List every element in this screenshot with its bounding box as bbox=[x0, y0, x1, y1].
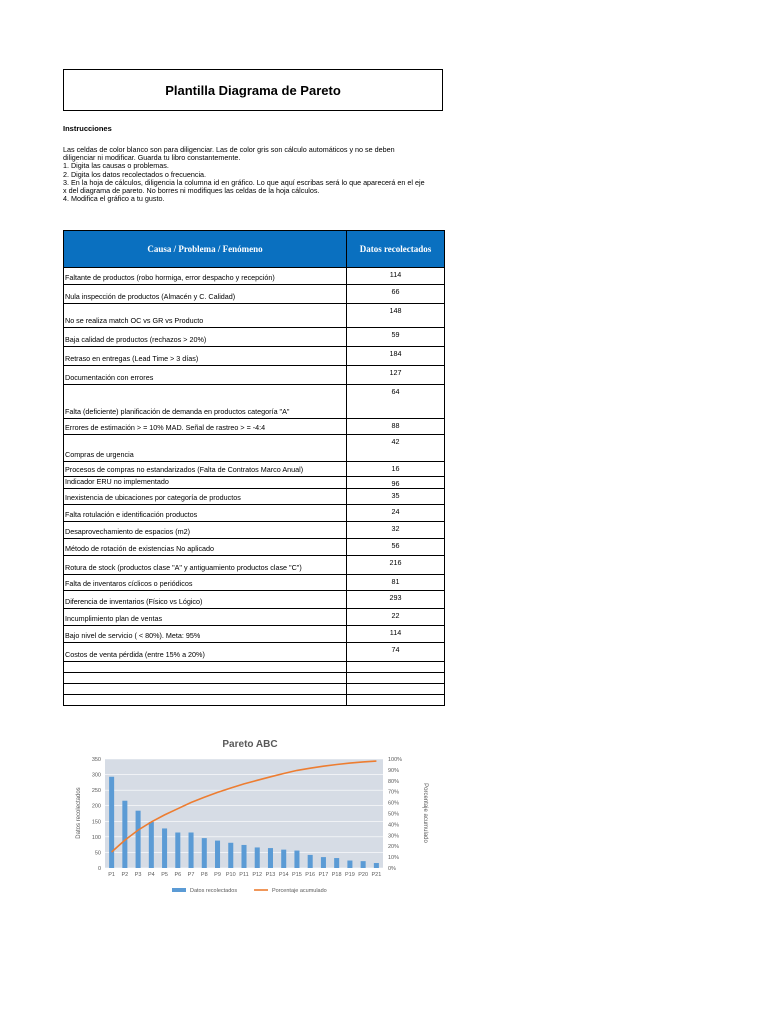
value-cell[interactable]: 56 bbox=[347, 539, 445, 556]
value-cell[interactable]: 22 bbox=[347, 609, 445, 626]
instruction-line: Las celdas de color blanco son para diligenciar. Las de color gris son cálculo automáticos y no se deben bbox=[63, 145, 395, 154]
cause-cell[interactable]: Incumplimiento plan de ventas bbox=[64, 609, 347, 626]
instructions-body bbox=[63, 146, 445, 203]
x-tick-label: P11 bbox=[239, 872, 249, 878]
value-cell[interactable]: 42 bbox=[347, 435, 445, 462]
cause-cell[interactable]: Faltante de productos (robo hormiga, error despacho y recepción) bbox=[64, 268, 347, 285]
cause-cell[interactable]: Inexistencia de ubicaciones por categoría de productos bbox=[64, 489, 347, 505]
value-cell[interactable]: 114 bbox=[347, 268, 445, 285]
bar bbox=[361, 861, 366, 868]
page-title: Plantilla Diagrama de Pareto bbox=[63, 69, 443, 111]
bar bbox=[202, 838, 207, 868]
y2-tick-label: 70% bbox=[388, 789, 400, 796]
y2-tick-label: 60% bbox=[388, 800, 400, 807]
cause-cell[interactable]: Falta (deficiente) planificación de demanda en productos categoría "A" bbox=[64, 385, 347, 419]
y2-tick-label: 0% bbox=[388, 866, 396, 872]
value-cell[interactable]: 66 bbox=[347, 285, 445, 304]
table-row bbox=[64, 328, 445, 347]
x-tick-label: P12 bbox=[252, 872, 263, 878]
y2-tick-label: 30% bbox=[388, 833, 400, 840]
y2-tick-label: 90% bbox=[388, 767, 400, 774]
y-tick-label: 100 bbox=[91, 834, 101, 841]
instruction-line: 3. En la hoja de cálculos, diligencia la columna id en gráfico. Lo que aquí escribas será lo que aparecerá en el eje bbox=[63, 177, 425, 187]
table-row bbox=[64, 643, 445, 662]
value-cell[interactable]: 96 bbox=[347, 477, 445, 489]
x-axis-ticks bbox=[108, 872, 381, 878]
value-cell[interactable]: 74 bbox=[347, 643, 445, 662]
cause-cell[interactable]: Método de rotación de existencias No aplicado bbox=[64, 539, 347, 556]
bar bbox=[228, 843, 233, 868]
y-tick-label: 0 bbox=[97, 866, 101, 872]
value-cell[interactable]: 148 bbox=[347, 304, 445, 328]
value-cell[interactable]: 114 bbox=[347, 626, 445, 643]
x-tick-label: P6 bbox=[174, 872, 182, 878]
value-cell[interactable]: 293 bbox=[347, 591, 445, 609]
legend-bar-label: Datos recolectados bbox=[190, 888, 238, 894]
cause-cell[interactable] bbox=[64, 662, 347, 673]
cause-cell[interactable]: Rotura de stock (productos clase "A" y antiguamiento productos clase "C") bbox=[64, 556, 347, 575]
cause-cell[interactable]: Documentación con errores bbox=[64, 366, 347, 385]
value-cell[interactable]: 216 bbox=[347, 556, 445, 575]
y2-tick-label: 10% bbox=[388, 855, 400, 862]
cause-cell[interactable]: Procesos de compras no estandarizados (Falta de Contratos Marco Anual) bbox=[64, 462, 347, 477]
instruction-line: diligenciar ni modificar. Guarda tu libro constantemente. bbox=[63, 153, 241, 163]
cause-cell[interactable] bbox=[64, 673, 347, 684]
legend-line-label: Porcentaje acumulado bbox=[272, 888, 327, 894]
value-cell[interactable]: 81 bbox=[347, 575, 445, 591]
x-tick-label: P1 bbox=[108, 872, 115, 878]
cause-cell[interactable]: Bajo nivel de servicio ( < 80%). Meta: 95% bbox=[64, 626, 347, 643]
value-cell[interactable]: 127 bbox=[347, 366, 445, 385]
x-tick-label: P5 bbox=[161, 872, 168, 878]
legend-bar-swatch bbox=[172, 888, 186, 892]
bar bbox=[308, 855, 313, 868]
value-cell[interactable]: 88 bbox=[347, 419, 445, 435]
table-row bbox=[64, 626, 445, 643]
cause-column-header: Causa / Problema / Fenómeno bbox=[64, 231, 347, 268]
table-row bbox=[64, 695, 445, 706]
table-row bbox=[64, 575, 445, 591]
bar bbox=[149, 822, 154, 868]
bar bbox=[162, 828, 167, 868]
instructions-heading: Instrucciones bbox=[63, 124, 112, 133]
value-cell[interactable]: 32 bbox=[347, 522, 445, 539]
table-row bbox=[64, 522, 445, 539]
value-cell[interactable]: 16 bbox=[347, 462, 445, 477]
cause-cell[interactable]: Costos de venta pérdida (entre 15% a 20%) bbox=[64, 643, 347, 662]
instruction-line: x del diagrama de pareto. No borres ni modifiques las celdas de la hoja cálculos. bbox=[63, 186, 320, 196]
bar bbox=[175, 832, 180, 868]
cause-cell[interactable]: Falta rotulación e identificación productos bbox=[64, 505, 347, 522]
y2-tick-label: 50% bbox=[388, 811, 400, 818]
x-tick-label: P14 bbox=[278, 872, 289, 878]
y-tick-label: 300 bbox=[91, 772, 101, 779]
bar bbox=[136, 811, 141, 868]
bar bbox=[189, 832, 194, 868]
cause-cell[interactable]: No se realiza match OC vs GR vs Producto bbox=[64, 304, 347, 328]
bar bbox=[281, 850, 286, 868]
pareto-chart bbox=[60, 730, 440, 900]
table-row bbox=[64, 489, 445, 505]
bar bbox=[374, 863, 379, 868]
value-cell[interactable] bbox=[347, 673, 445, 684]
bar bbox=[241, 845, 246, 868]
bar bbox=[255, 847, 260, 868]
x-tick-label: P18 bbox=[331, 872, 342, 878]
bar bbox=[268, 848, 273, 868]
x-tick-label: P3 bbox=[134, 872, 142, 878]
chart-title: Pareto ABC bbox=[222, 739, 278, 750]
value-cell[interactable]: 59 bbox=[347, 328, 445, 347]
x-tick-label: P10 bbox=[225, 872, 236, 878]
y-tick-label: 50 bbox=[94, 850, 101, 857]
table-row bbox=[64, 662, 445, 673]
cause-cell[interactable] bbox=[64, 695, 347, 706]
cause-cell[interactable]: Retraso en entregas (Lead Time > 3 días) bbox=[64, 347, 347, 366]
y2-tick-label: 20% bbox=[388, 844, 400, 851]
pareto-chart-svg bbox=[60, 730, 440, 900]
bar bbox=[109, 777, 114, 868]
bar bbox=[334, 858, 339, 868]
bar bbox=[215, 841, 220, 868]
value-cell[interactable] bbox=[347, 684, 445, 695]
cause-cell[interactable]: Nula inspección de productos (Almacén y C. Calidad) bbox=[64, 285, 347, 304]
bar bbox=[347, 861, 352, 868]
table-row bbox=[64, 539, 445, 556]
value-cell[interactable]: 64 bbox=[347, 385, 445, 419]
bar bbox=[294, 851, 299, 868]
table-row bbox=[64, 385, 445, 419]
cause-cell[interactable] bbox=[64, 684, 347, 695]
y-tick-label: 150 bbox=[91, 819, 101, 826]
table-row bbox=[64, 435, 445, 462]
value-cell[interactable]: 24 bbox=[347, 505, 445, 522]
table-row bbox=[64, 477, 445, 489]
y2-tick-label: 100% bbox=[388, 757, 403, 763]
table-row bbox=[64, 684, 445, 695]
y-axis-ticks bbox=[92, 757, 101, 872]
y2-axis-ticks bbox=[388, 757, 402, 872]
value-cell[interactable] bbox=[347, 695, 445, 706]
x-tick-label: P19 bbox=[345, 872, 355, 878]
table-row bbox=[64, 285, 445, 304]
cause-cell[interactable]: Falta de inventaros cíclicos o periódicos bbox=[64, 575, 347, 591]
table-row bbox=[64, 591, 445, 609]
data-table bbox=[63, 230, 445, 706]
table-row bbox=[64, 505, 445, 522]
data-column-header: Datos recolectados bbox=[347, 231, 445, 268]
cause-cell[interactable]: Indicador ERU no implementado bbox=[64, 477, 347, 489]
x-tick-label: P13 bbox=[265, 872, 276, 878]
cause-cell[interactable]: Diferencia de inventarios (Físico vs Lógico) bbox=[64, 591, 347, 609]
y-tick-label: 350 bbox=[91, 757, 101, 763]
x-tick-label: P17 bbox=[318, 872, 329, 878]
y-tick-label: 200 bbox=[91, 803, 101, 810]
table-row bbox=[64, 419, 445, 435]
cause-cell[interactable]: Errores de estimación > = 10% MAD. Señal de rastreo > = -4:4 bbox=[64, 419, 347, 435]
x-tick-label: P21 bbox=[371, 872, 382, 878]
table-row bbox=[64, 462, 445, 477]
bar bbox=[321, 857, 326, 868]
y2-tick-label: 80% bbox=[388, 778, 400, 785]
table-row bbox=[64, 304, 445, 328]
x-tick-label: P2 bbox=[121, 872, 129, 878]
y-tick-label: 250 bbox=[91, 788, 101, 795]
table-row bbox=[64, 268, 445, 285]
y2-tick-label: 40% bbox=[388, 822, 400, 829]
x-tick-label: P8 bbox=[200, 872, 208, 878]
cause-cell[interactable]: Baja calidad de productos (rechazos > 20%) bbox=[64, 328, 347, 347]
bar bbox=[122, 801, 127, 868]
cause-cell[interactable]: Desaprovechamiento de espacios (m2) bbox=[64, 522, 347, 539]
table-row bbox=[64, 609, 445, 626]
x-tick-label: P9 bbox=[214, 872, 221, 878]
instruction-line: 4. Modifica el gráfico a tu gusto. bbox=[63, 194, 165, 204]
y2-axis-label: Porcentaje acumulado bbox=[422, 783, 428, 843]
y-axis-label: Datos recolectados bbox=[76, 787, 82, 839]
table-row bbox=[64, 347, 445, 366]
value-cell[interactable]: 184 bbox=[347, 347, 445, 366]
instruction-line: 1. Digita las causas o problemas. bbox=[63, 161, 169, 171]
table-row bbox=[64, 673, 445, 684]
x-tick-label: P15 bbox=[292, 872, 302, 878]
x-tick-label: P7 bbox=[187, 872, 195, 878]
instruction-line: 2. Digita los datos recolectados o frecuencia. bbox=[63, 169, 207, 179]
value-cell[interactable] bbox=[347, 662, 445, 673]
value-cell[interactable]: 35 bbox=[347, 489, 445, 505]
x-tick-label: P4 bbox=[147, 872, 155, 878]
x-tick-label: P16 bbox=[305, 872, 316, 878]
table-row bbox=[64, 556, 445, 575]
table-row bbox=[64, 366, 445, 385]
cause-cell[interactable]: Compras de urgencia bbox=[64, 435, 347, 462]
x-tick-label: P20 bbox=[358, 872, 369, 878]
